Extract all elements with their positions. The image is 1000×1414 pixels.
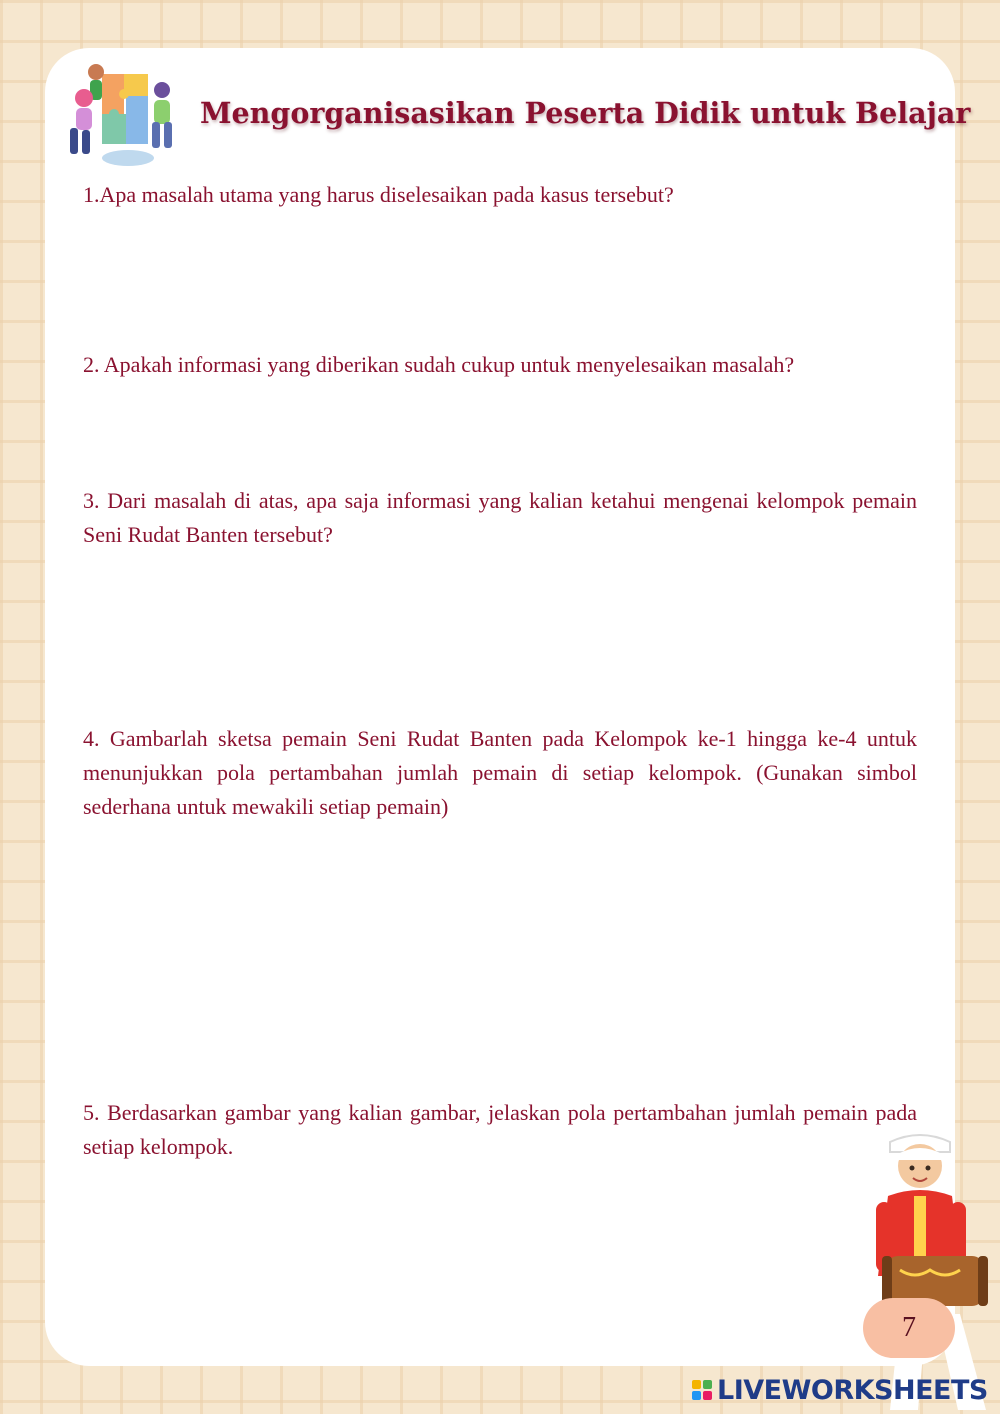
page-title: Mengorganisasikan Peserta Didik untuk Belajar: [200, 96, 971, 130]
page-number-badge: 7: [863, 1298, 955, 1358]
children-puzzle-icon: [62, 60, 186, 172]
question-5: 5. Berdasarkan gambar yang kalian gambar, jelaskan pola pertambahan jumlah pemain pada setiap kelompok.: [83, 1100, 917, 1159]
question-4: 4. Gambarlah sketsa pemain Seni Rudat Banten pada Kelompok ke-1 hingga ke-4 untuk menunjukkan pola pertambahan jumlah pemain di setiap kelompok. (Gunakan simbol sederhana untuk mewakili setiap pemain): [83, 726, 917, 819]
question-3: 3. Dari masalah di atas, apa saja informasi yang kalian ketahui mengenai kelompok pemain Seni Rudat Banten tersebut?: [83, 488, 917, 547]
rudat-dancer-drum-icon: [860, 1124, 1000, 1414]
question-2: 2. Apakah informasi yang diberikan sudah cukup untuk menyelesaikan masalah?: [83, 352, 795, 377]
brand-text: LIVEWORKSHEETS: [717, 1374, 988, 1406]
worksheet-card: [45, 48, 955, 1366]
liveworksheets-brand: [692, 1372, 988, 1408]
liveworksheets-logo-icon: [692, 1380, 712, 1400]
question-1: 1.Apa masalah utama yang harus diselesaikan pada kasus tersebut?: [83, 182, 674, 207]
